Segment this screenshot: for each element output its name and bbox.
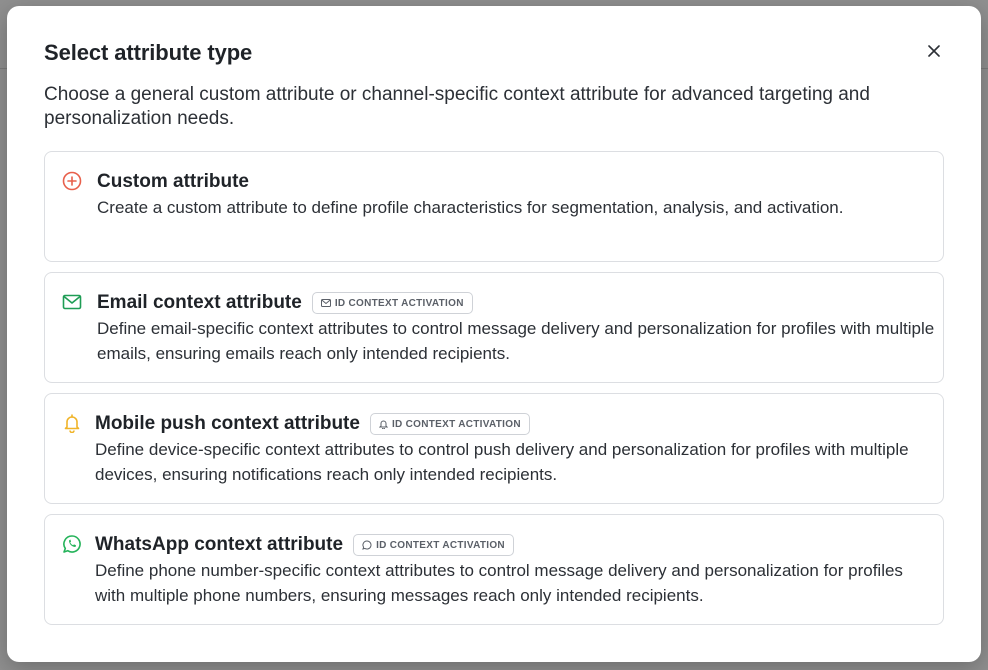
background-divider bbox=[0, 68, 7, 69]
option-title: Mobile push context attribute bbox=[95, 413, 360, 434]
custom-attribute-option[interactable] bbox=[44, 151, 944, 262]
option-title: WhatsApp context attribute bbox=[95, 534, 344, 555]
background-divider bbox=[981, 68, 988, 69]
whatsapp-context-attribute-option[interactable] bbox=[44, 514, 944, 625]
badge-label: ID CONTEXT ACTIVATION bbox=[334, 297, 464, 309]
badge-label: ID CONTEXT ACTIVATION bbox=[391, 418, 521, 430]
select-attribute-type-dialog bbox=[7, 6, 981, 662]
option-description: Define phone number-specific context attributes to control message delivery and personalization for profiles with multiple phone numbers, ensuring messages reach only intended recipients. bbox=[95, 561, 903, 605]
option-header bbox=[95, 413, 530, 435]
dialog-description: Choose a general custom attribute or channel-specific context attribute for advanced targeting and personalization needs. bbox=[44, 84, 870, 129]
badge-label: ID CONTEXT ACTIVATION bbox=[376, 539, 505, 551]
bell-icon bbox=[379, 419, 388, 429]
close-button[interactable] bbox=[925, 42, 943, 60]
option-header bbox=[97, 292, 473, 314]
dialog-title: Select attribute type bbox=[44, 40, 253, 65]
whatsapp-icon bbox=[362, 540, 372, 550]
mail-icon bbox=[321, 299, 331, 307]
plus-circle-icon bbox=[62, 171, 82, 191]
option-description: Create a custom attribute to define profile characteristics for segmentation, analysis, and activation. bbox=[97, 198, 844, 217]
email-context-attribute-option[interactable] bbox=[44, 272, 944, 383]
id-context-activation-badge bbox=[370, 413, 530, 435]
option-title: Custom attribute bbox=[97, 171, 249, 192]
id-context-activation-badge bbox=[353, 534, 514, 556]
option-description: Define device-specific context attributes to control push delivery and personalization for profiles with multiple devices, ensuring notifications reach only intended recipients. bbox=[95, 440, 909, 484]
close-icon bbox=[928, 45, 940, 57]
option-header bbox=[95, 534, 514, 556]
option-description: Define email-specific context attributes to control message delivery and personalization for profiles with multiple emails, ensuring emails reach only intended recipients. bbox=[97, 319, 935, 363]
id-context-activation-badge bbox=[312, 292, 473, 314]
mobile-push-context-attribute-option[interactable] bbox=[44, 393, 944, 504]
bell-icon bbox=[62, 413, 82, 433]
mail-icon bbox=[62, 292, 82, 312]
whatsapp-icon bbox=[62, 534, 82, 554]
option-header bbox=[97, 171, 249, 193]
option-title: Email context attribute bbox=[97, 292, 302, 313]
